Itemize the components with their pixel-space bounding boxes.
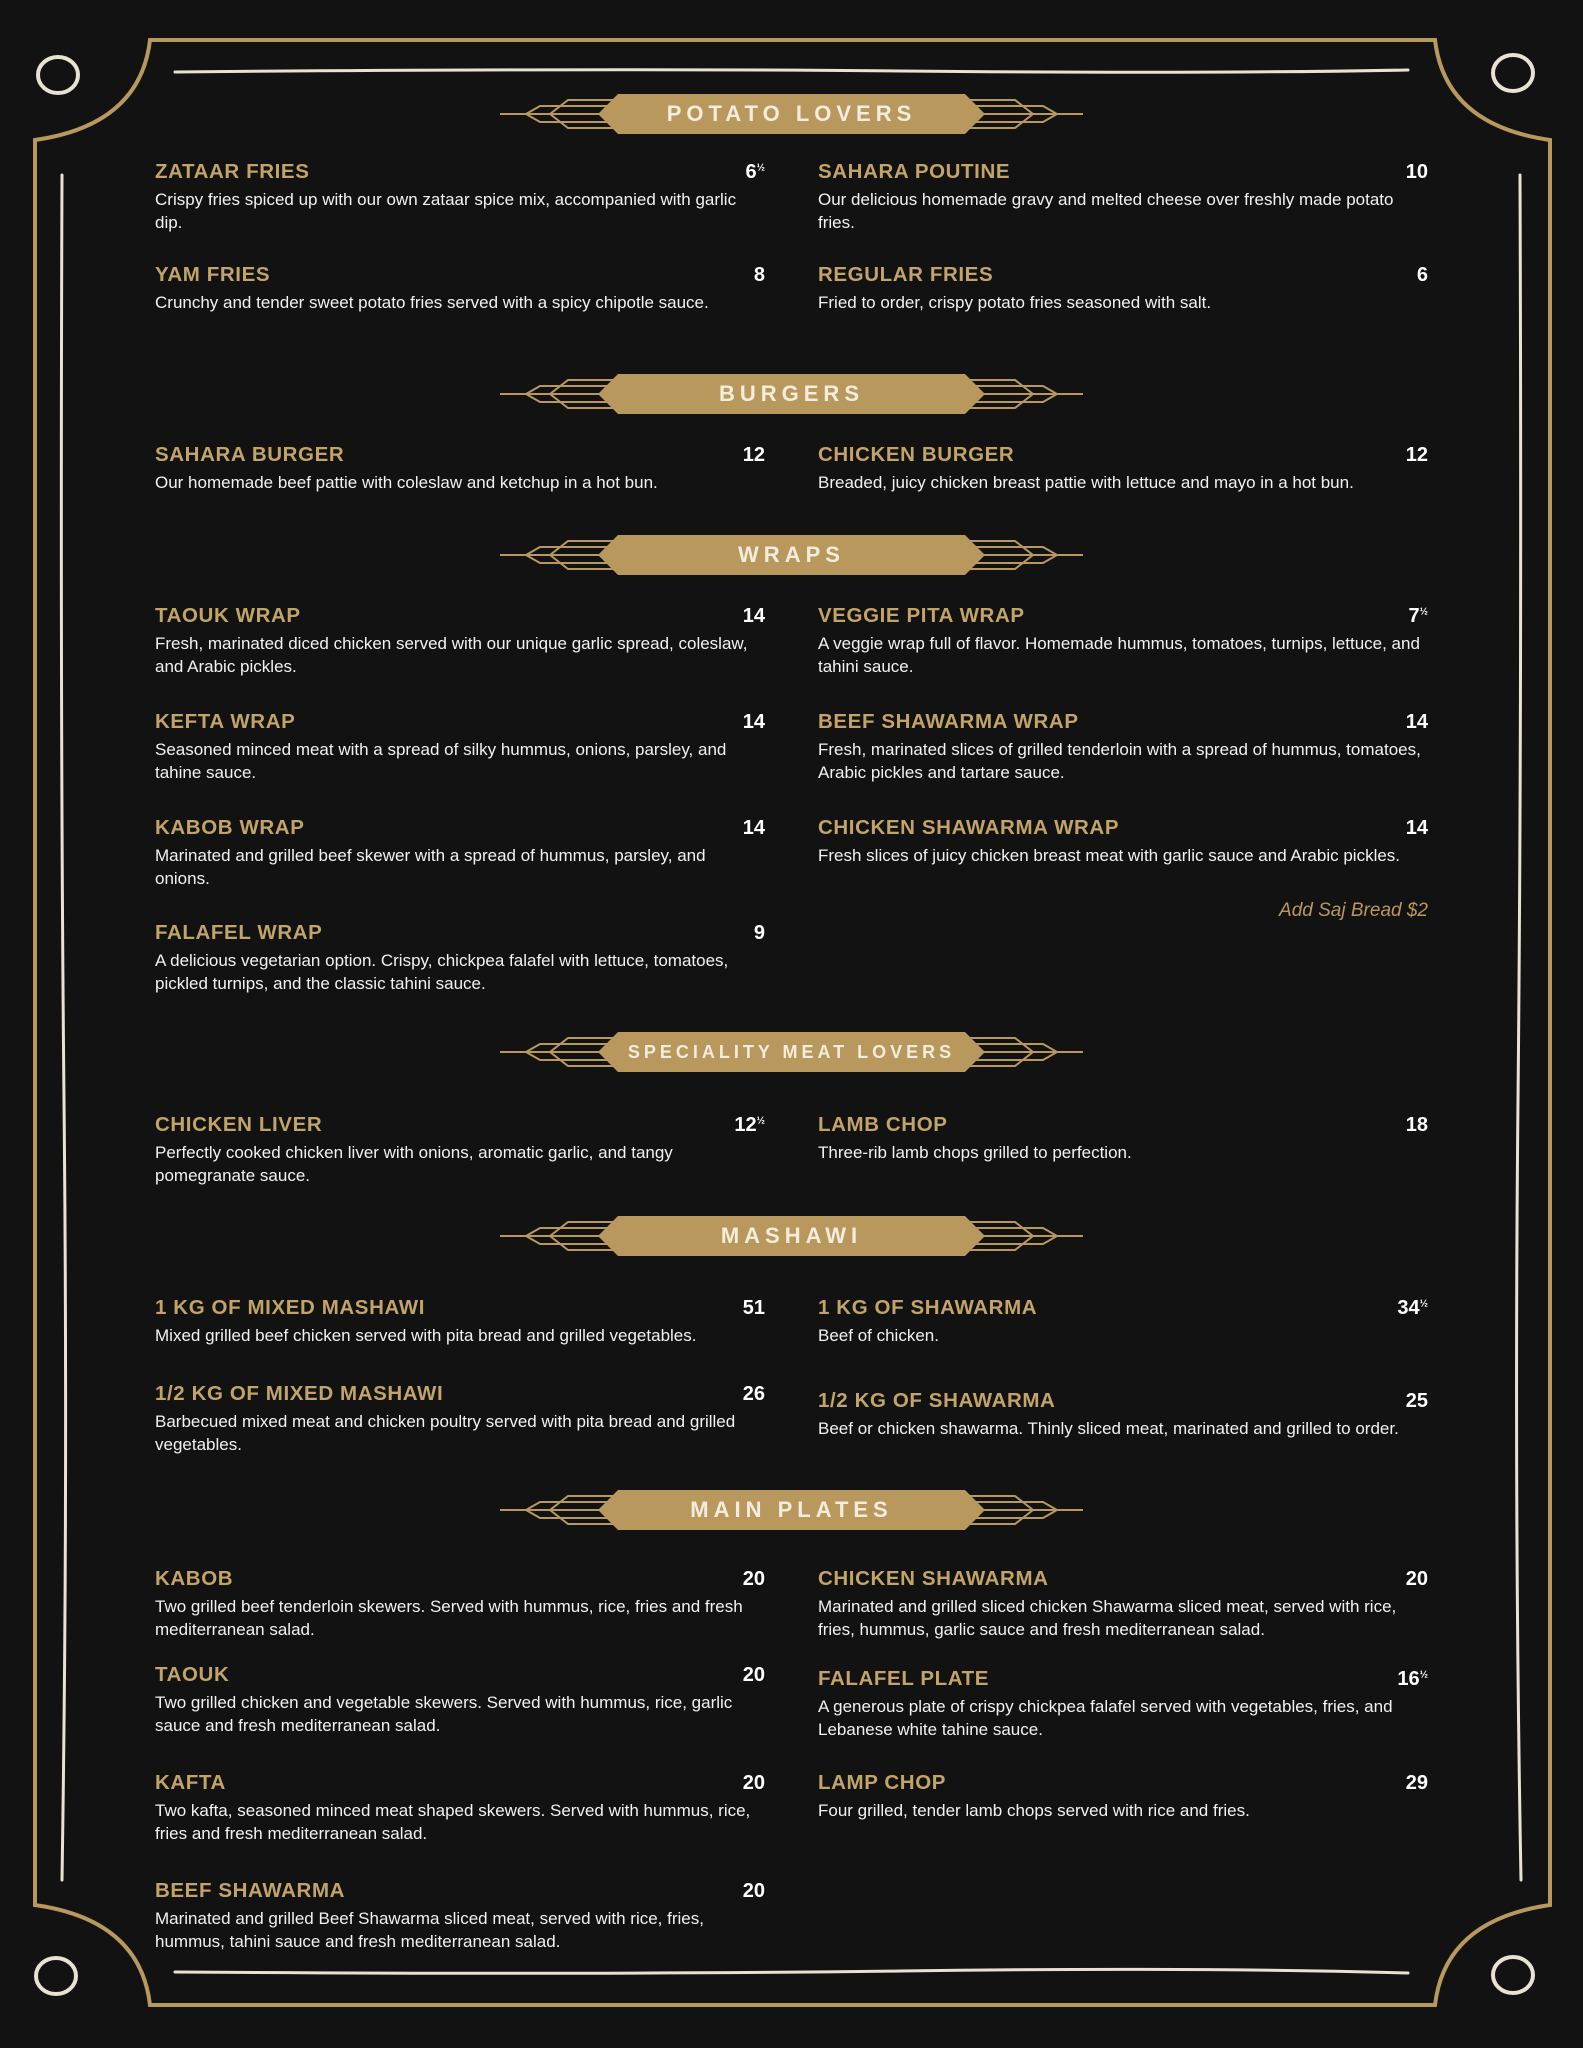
menu-item: [155, 921, 765, 995]
menu-item: [155, 816, 765, 890]
menu-item-price: [1406, 711, 1428, 734]
section-banner: [500, 533, 1083, 577]
menu-item: [818, 1296, 1428, 1347]
menu-item-description: Marinated and grilled sliced chicken Shawarma sliced meat, served with rice, fries, hummus, garlic sauce and fresh mediterranean salad.: [818, 1597, 1397, 1639]
menu-item-header: [155, 710, 765, 734]
menu-item-price: [1406, 1772, 1428, 1795]
section-banner: [500, 1488, 1083, 1532]
menu-item-header: [818, 1667, 1428, 1691]
section-banner: [500, 92, 1083, 136]
price-value: 14: [1405, 817, 1428, 839]
menu-item-description: A delicious vegetarian option. Crispy, chickpea falafel with lettuce, tomatoes, pickled turnips, and the classic tahini sauce.: [155, 951, 729, 993]
price-value: 14: [742, 711, 765, 733]
menu-item-header: [155, 1879, 765, 1903]
menu-item-price: [743, 444, 765, 467]
menu-item: [155, 1382, 765, 1456]
menu-item-description: Breaded, juicy chicken breast pattie with lettuce and mayo in a hot bun.: [818, 473, 1354, 492]
menu-item-price: [743, 1772, 765, 1795]
menu-item: [818, 604, 1428, 678]
menu-item-description: Four grilled, tender lamb chops served with rice and fries.: [818, 1801, 1250, 1820]
menu-item-name: CHICKEN LIVER: [155, 1113, 323, 1136]
menu-item-description: Two kafta, seasoned minced meat shaped skewers. Served with hummus, rice, fries and fresh mediterranean salad.: [155, 1801, 751, 1843]
price-value: 6: [745, 161, 757, 183]
menu-item-header: [155, 1771, 765, 1795]
menu-item-header: [818, 263, 1428, 287]
menu-item-header: [818, 1389, 1428, 1413]
corner-ring-bottom-left: [36, 1958, 76, 1994]
menu-item: [818, 1771, 1428, 1822]
menu-item-header: [818, 816, 1428, 840]
price-value: 20: [742, 1880, 765, 1902]
menu-item-price: [746, 161, 765, 184]
menu-item-name: FALAFEL PLATE: [818, 1667, 990, 1690]
menu-item-description: Fresh, marinated diced chicken served with our unique garlic spread, coleslaw, and Arabic pickles.: [155, 634, 748, 676]
menu-item-name: BEEF SHAWARMA: [155, 1879, 346, 1902]
menu-item-price: [743, 817, 765, 840]
section-title: SPECIALITY MEAT LOVERS: [627, 1042, 956, 1062]
menu-item: [155, 710, 765, 784]
menu-item-header: [155, 921, 765, 945]
corner-ring-bottom-right: [1493, 1957, 1533, 1993]
price-value: 26: [742, 1383, 765, 1405]
price-value: 14: [742, 605, 765, 627]
menu-item-name: KABOB WRAP: [155, 816, 305, 839]
price-value: 12: [734, 1114, 757, 1136]
menu-item-description: Crispy fries spiced up with our own zataar spice mix, accompanied with garlic dip.: [155, 190, 737, 232]
menu-item-description: Marinated and grilled beef skewer with a spread of hummus, parsley, and onions.: [155, 846, 706, 888]
menu-item-description: Fresh slices of juicy chicken breast meat with garlic sauce and Arabic pickles.: [818, 846, 1401, 865]
menu-item-price: [1406, 1114, 1428, 1137]
menu-item-name: KABOB: [155, 1567, 234, 1590]
menu-item-name: KEFTA WRAP: [155, 710, 296, 733]
menu-item-header: [155, 1567, 765, 1591]
menu-item-price: [743, 1297, 765, 1320]
price-value: 10: [1405, 161, 1428, 183]
menu-item-description: Fresh, marinated slices of grilled tenderloin with a spread of hummus, tomatoes, Arabic pickles and tartare sauce.: [818, 740, 1421, 782]
price-value: 12: [1405, 444, 1428, 466]
menu-item-header: [155, 160, 765, 184]
menu-item-description: Three-rib lamb chops grilled to perfection.: [818, 1143, 1132, 1162]
price-value: 20: [742, 1568, 765, 1590]
menu-item-description: Two grilled beef tenderloin skewers. Served with hummus, rice, fries and fresh mediterranean salad.: [155, 1597, 743, 1639]
menu-item-description: Perfectly cooked chicken liver with onions, aromatic garlic, and tangy pomegranate sauce.: [155, 1143, 673, 1185]
price-value: 20: [742, 1664, 765, 1686]
price-value: 12: [742, 444, 765, 466]
menu-item-name: LAMP CHOP: [818, 1771, 947, 1794]
menu-item-description: Barbecued mixed meat and chicken poultry served with pita bread and grilled vegetables.: [155, 1412, 736, 1454]
section-banner: [500, 1030, 1083, 1074]
menu-item-header: [818, 604, 1428, 628]
menu-item-description: Crunchy and tender sweet potato fries served with a spicy chipotle sauce.: [155, 293, 709, 312]
price-value: 25: [1405, 1390, 1428, 1412]
price-value: 29: [1405, 1772, 1428, 1794]
menu-item: [818, 443, 1428, 494]
menu-item-name: SAHARA BURGER: [155, 443, 345, 466]
menu-item: [818, 1389, 1428, 1440]
menu-item: [155, 1771, 765, 1845]
menu-item-price: [1397, 1668, 1428, 1691]
price-value: 16: [1397, 1668, 1420, 1690]
menu-item-price: [1417, 264, 1428, 287]
price-fraction: ½: [756, 162, 765, 174]
menu-item-description: Two grilled chicken and vegetable skewers. Served with hummus, rice, garlic sauce and fresh mediterranean salad.: [155, 1693, 733, 1735]
menu-item-price: [1406, 444, 1428, 467]
menu-item-header: [155, 1113, 765, 1137]
menu-item-header: [818, 710, 1428, 734]
menu-item-name: 1 KG OF SHAWARMA: [818, 1296, 1038, 1319]
menu-item-price: [1406, 817, 1428, 840]
corner-ring-top-left: [38, 57, 78, 93]
section-banner: [500, 372, 1083, 416]
menu-item-header: [155, 443, 765, 467]
section-banner: [500, 1214, 1083, 1258]
section-title: POTATO LOVERS: [666, 101, 917, 126]
price-value: 14: [742, 817, 765, 839]
menu-item-name: 1/2 KG OF MIXED MASHAWI: [155, 1382, 444, 1405]
corner-ring-top-right: [1493, 55, 1533, 91]
menu-item-header: [155, 1663, 765, 1687]
menu-item-description: Marinated and grilled Beef Shawarma sliced meat, served with rice, fries, hummus, tahini sauce and fresh mediterranean salad.: [155, 1909, 704, 1951]
menu-item-description: Beef of chicken.: [818, 1326, 939, 1345]
add-on-note: Add Saj Bread $2: [1279, 900, 1428, 921]
section-title: BURGERS: [718, 381, 864, 406]
menu-item-name: YAM FRIES: [155, 263, 271, 286]
menu-item-header: [818, 1296, 1428, 1320]
menu-item-description: Our homemade beef pattie with coleslaw and ketchup in a hot bun.: [155, 473, 658, 492]
price-value: 7: [1408, 605, 1420, 627]
menu-item: [155, 160, 765, 234]
price-value: 8: [753, 264, 765, 286]
menu-item-name: REGULAR FRIES: [818, 263, 994, 286]
price-fraction: ½: [1419, 1298, 1428, 1310]
menu-item-description: A generous plate of crispy chickpea falafel served with vegetables, fries, and Lebanese white tahine sauce.: [818, 1697, 1393, 1739]
menu-item: [155, 1663, 765, 1737]
section-title: WRAPS: [738, 542, 845, 567]
section-title: MAIN PLATES: [690, 1497, 893, 1522]
menu-item-description: Beef or chicken shawarma. Thinly sliced meat, marinated and grilled to order.: [818, 1419, 1399, 1438]
chalk-line-bottom: [175, 1969, 1408, 1973]
menu-item-name: CHICKEN SHAWARMA WRAP: [818, 816, 1120, 839]
menu-item: [818, 1113, 1428, 1164]
price-fraction: ½: [1419, 1669, 1428, 1681]
menu-item-header: [818, 160, 1428, 184]
menu-item-header: [818, 443, 1428, 467]
price-value: 9: [753, 922, 765, 944]
menu-item: [818, 263, 1428, 314]
menu-item-price: [743, 1568, 765, 1591]
menu-item: [155, 604, 765, 678]
menu-item-header: [155, 816, 765, 840]
menu-item-name: LAMB CHOP: [818, 1113, 948, 1136]
price-value: 20: [742, 1772, 765, 1794]
menu-item-name: FALAFEL WRAP: [155, 921, 323, 944]
menu-item: [155, 1879, 765, 1953]
menu-item-price: [734, 1114, 765, 1137]
menu-item-description: Mixed grilled beef chicken served with pita bread and grilled vegetables.: [155, 1326, 697, 1345]
menu-item-price: [1409, 605, 1428, 628]
menu-item: [155, 263, 765, 314]
price-value: 20: [1405, 1568, 1428, 1590]
chalk-line-right: [1517, 175, 1521, 1880]
menu-item-price: [754, 922, 765, 945]
price-value: 51: [742, 1297, 765, 1319]
menu-item-header: [818, 1771, 1428, 1795]
menu-item-header: [155, 1296, 765, 1320]
menu-item-price: [743, 711, 765, 734]
menu-item-description: A veggie wrap full of flavor. Homemade hummus, tomatoes, turnips, lettuce, and tahini sauce.: [818, 634, 1420, 676]
menu-item: [155, 1567, 765, 1641]
menu-item: [818, 710, 1428, 784]
menu-item-price: [1397, 1297, 1428, 1320]
menu-item: [155, 443, 765, 494]
menu-item-description: Our delicious homemade gravy and melted cheese over freshly made potato fries.: [818, 190, 1394, 232]
chalk-line-left: [61, 175, 65, 1880]
menu-item-name: BEEF SHAWARMA WRAP: [818, 710, 1079, 733]
menu-item-name: VEGGIE PITA WRAP: [818, 604, 1025, 627]
menu-item: [155, 1113, 765, 1187]
menu-item-price: [1406, 1390, 1428, 1413]
menu-item: [818, 1667, 1428, 1741]
menu-item-header: [818, 1113, 1428, 1137]
section-title: MASHAWI: [720, 1223, 863, 1248]
menu-item-name: ZATAAR FRIES: [155, 160, 310, 183]
menu-item-description: Seasoned minced meat with a spread of silky hummus, onions, parsley, and tahine sauce.: [155, 740, 727, 782]
price-fraction: ½: [756, 1115, 765, 1127]
menu-item-price: [1406, 1568, 1428, 1591]
menu-item-price: [1406, 161, 1428, 184]
price-value: 34: [1397, 1297, 1420, 1319]
price-value: 6: [1416, 264, 1428, 286]
menu-item-name: CHICKEN SHAWARMA: [818, 1567, 1049, 1590]
price-value: 14: [1405, 711, 1428, 733]
menu-item-header: [155, 604, 765, 628]
menu-item-name: SAHARA POUTINE: [818, 160, 1011, 183]
menu-item-price: [743, 1664, 765, 1687]
menu-item-header: [818, 1567, 1428, 1591]
menu-item-price: [754, 264, 765, 287]
menu-item-name: TAOUK WRAP: [155, 604, 301, 627]
menu-item-price: [743, 1880, 765, 1903]
menu-item-name: 1 KG OF MIXED MASHAWI: [155, 1296, 426, 1319]
chalk-line-top: [175, 70, 1408, 73]
menu-item-name: CHICKEN BURGER: [818, 443, 1015, 466]
menu-item-name: 1/2 KG OF SHAWARMA: [818, 1389, 1056, 1412]
menu-item-header: [155, 263, 765, 287]
menu-item-price: [743, 1383, 765, 1406]
menu-item-name: TAOUK: [155, 1663, 230, 1686]
menu-item: [155, 1296, 765, 1347]
menu-item: [818, 816, 1428, 867]
price-value: 18: [1405, 1114, 1428, 1136]
menu-item-description: Fried to order, crispy potato fries seasoned with salt.: [818, 293, 1212, 312]
menu-item-name: KAFTA: [155, 1771, 226, 1794]
menu-item: [818, 160, 1428, 234]
menu-item-header: [155, 1382, 765, 1406]
price-fraction: ½: [1419, 606, 1428, 618]
menu-item: [818, 1567, 1428, 1641]
menu-item-price: [743, 605, 765, 628]
